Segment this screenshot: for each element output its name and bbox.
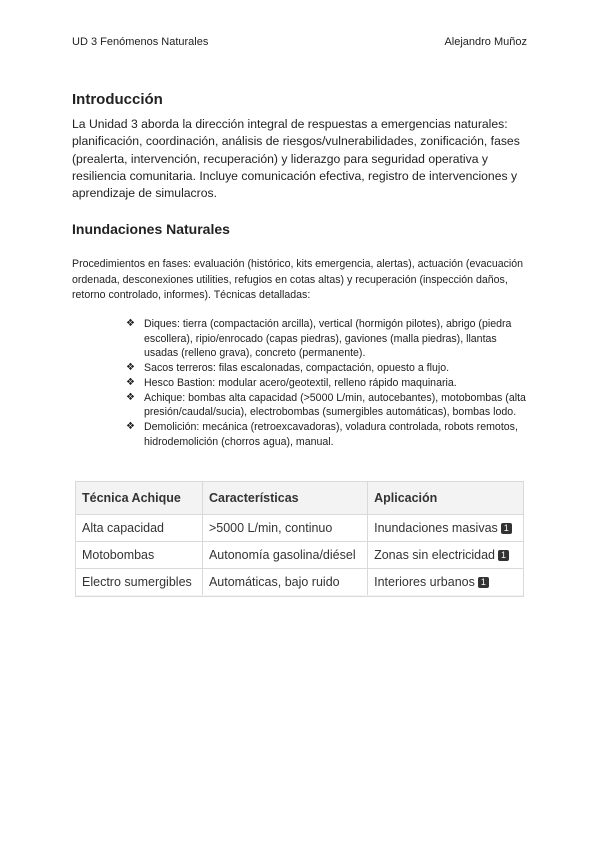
list-item-text: Demolición: mecánica (retroexcavadoras), voladura controlada, robots remotos, hidrodemolición (chorros agua), manual. — [144, 420, 518, 448]
cell-aplicacion — [368, 515, 523, 542]
header-author: Alejandro Muñoz — [444, 36, 527, 48]
citation-badge[interactable]: 1 — [498, 550, 509, 561]
cell-aplicacion-text: Inundaciones masivas — [374, 521, 498, 535]
diamond-bullet-icon: ❖ — [126, 362, 135, 374]
intro-paragraph: La Unidad 3 aborda la dirección integral de respuestas a emergencias naturales: planificación, coordinación, análisis de riesgos/vulnerabilidades, zonificación, fases (prealerta, intervención, recuperación) y liderazgo para seguridad operativa y resiliencia comunitaria. Incluye comunicación efectiva, registro de intervenciones y aprendizaje de simulacros. — [72, 117, 520, 201]
section-title-introduccion: Introducción — [72, 91, 163, 108]
section-title-inundaciones: Inundaciones Naturales — [72, 221, 230, 237]
cell-aplicacion — [368, 542, 523, 569]
table-row — [76, 515, 523, 542]
diamond-bullet-icon: ❖ — [126, 391, 135, 403]
cell-tecnica: Electro sumergibles — [76, 569, 202, 596]
list-item-text: Sacos terreros: filas escalonadas, compactación, opuesto a flujo. — [144, 362, 450, 375]
header-course-title: UD 3 Fenómenos Naturales — [72, 36, 209, 48]
pumping-techniques-table — [75, 481, 524, 597]
table-row — [76, 542, 523, 569]
cell-aplicacion-text: Zonas sin electricidad — [374, 548, 495, 562]
cell-aplicacion — [368, 569, 523, 596]
list-item-text: Diques: tierra (compactación arcilla), vertical (hormigón pilotes), abrigo (piedra escollera), ripio/enrocado (capas piedras), gaviones (malla piedras), llantas usadas (relleno grava), concreto (permanente). — [144, 318, 512, 360]
list-item-text: Achique: bombas alta capacidad (>5000 L/min, autocebantes), motobombas (alta presión/caudal/sucia), electrobombas (sumergibles automáticas), bombas lodo. — [144, 391, 526, 419]
column-header-aplicacion: Aplicación — [368, 482, 523, 515]
cell-tecnica: Motobombas — [76, 542, 202, 569]
diamond-bullet-icon: ❖ — [126, 420, 135, 432]
procedures-paragraph: Procedimientos en fases: evaluación (histórico, kits emergencia, alertas), actuación (evacuación ordenada, desconexiones utilities, refugios en cotas altas) y recuperación (inspección daños, retorno controlado, informes). Técnicas detalladas: — [72, 258, 524, 302]
cell-caracteristicas: Autonomía gasolina/diésel — [202, 542, 367, 569]
cell-aplicacion-text: Interiores urbanos — [374, 575, 475, 589]
list-item — [126, 376, 526, 391]
diamond-bullet-icon: ❖ — [126, 318, 135, 329]
list-item — [126, 361, 526, 376]
list-item — [126, 391, 526, 420]
column-header-tecnica: Técnica Achique — [76, 482, 202, 515]
list-item-text: Hesco Bastion: modular acero/geotextil, relleno rápido maquinaria. — [144, 376, 457, 389]
cell-caracteristicas: Automáticas, bajo ruido — [202, 569, 367, 596]
column-header-caracteristicas: Características — [202, 482, 367, 515]
techniques-list — [126, 317, 526, 449]
cell-caracteristicas: >5000 L/min, continuo — [202, 515, 367, 542]
list-item — [126, 317, 526, 361]
citation-badge[interactable]: 1 — [478, 577, 489, 588]
diamond-bullet-icon: ❖ — [126, 376, 135, 388]
citation-badge[interactable]: 1 — [501, 523, 512, 534]
cell-tecnica: Alta capacidad — [76, 515, 202, 542]
table-row — [76, 569, 523, 596]
page-header — [72, 36, 527, 48]
table-header-row — [76, 482, 523, 515]
list-item — [126, 420, 526, 449]
